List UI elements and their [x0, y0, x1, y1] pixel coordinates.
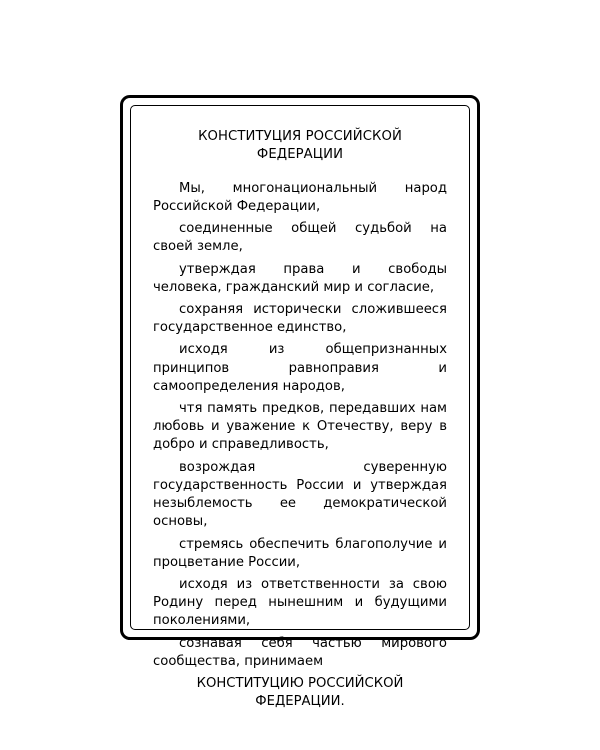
preamble-paragraph: сознавая себя частью мирового сообщества, принимаем — [153, 635, 447, 669]
preamble-paragraph: Мы, многонациональный народ Российской Федерации, — [153, 180, 447, 214]
preamble-paragraph: сохраняя исторически сложившееся государственное единство, — [153, 301, 447, 336]
document-closing-line-2: ФЕДЕРАЦИИ. — [255, 693, 345, 709]
preamble-paragraph: чтя память предков, передавших нам любовь и уважение к Отечеству, веру в добро и справедливость, — [153, 401, 447, 453]
preamble-paragraph: соединенные общей судьбой на своей земле, — [153, 221, 447, 255]
document-title-line-1: КОНСТИТУЦИЯ РОССИЙСКОЙ — [198, 129, 402, 144]
document-title-line-2: ФЕДЕРАЦИИ — [256, 146, 344, 162]
preamble-paragraph: исходя из общепризнанных принципов равноправия и самоопределения народов, — [153, 342, 447, 394]
preamble-paragraph: утверждая права и свободы человека, гражданский мир и согласие, — [153, 261, 447, 295]
document-title — [161, 128, 439, 164]
preamble-paragraph: стремясь обеспечить благополучие и процветание России, — [153, 536, 447, 570]
preamble-paragraph: исходя из ответственности за свою Родину перед нынешним и будущими поколениями, — [153, 577, 447, 629]
document-closing — [161, 675, 439, 711]
document-closing-line-1: КОНСТИТУЦИЮ РОССИЙСКОЙ — [196, 676, 404, 692]
preamble-paragraph: возрождая суверенную государственность России и утверждая незыблемость ее демократической основы, — [153, 459, 447, 530]
document-frame-outer — [120, 95, 480, 709]
document-frame-inner — [130, 105, 470, 709]
